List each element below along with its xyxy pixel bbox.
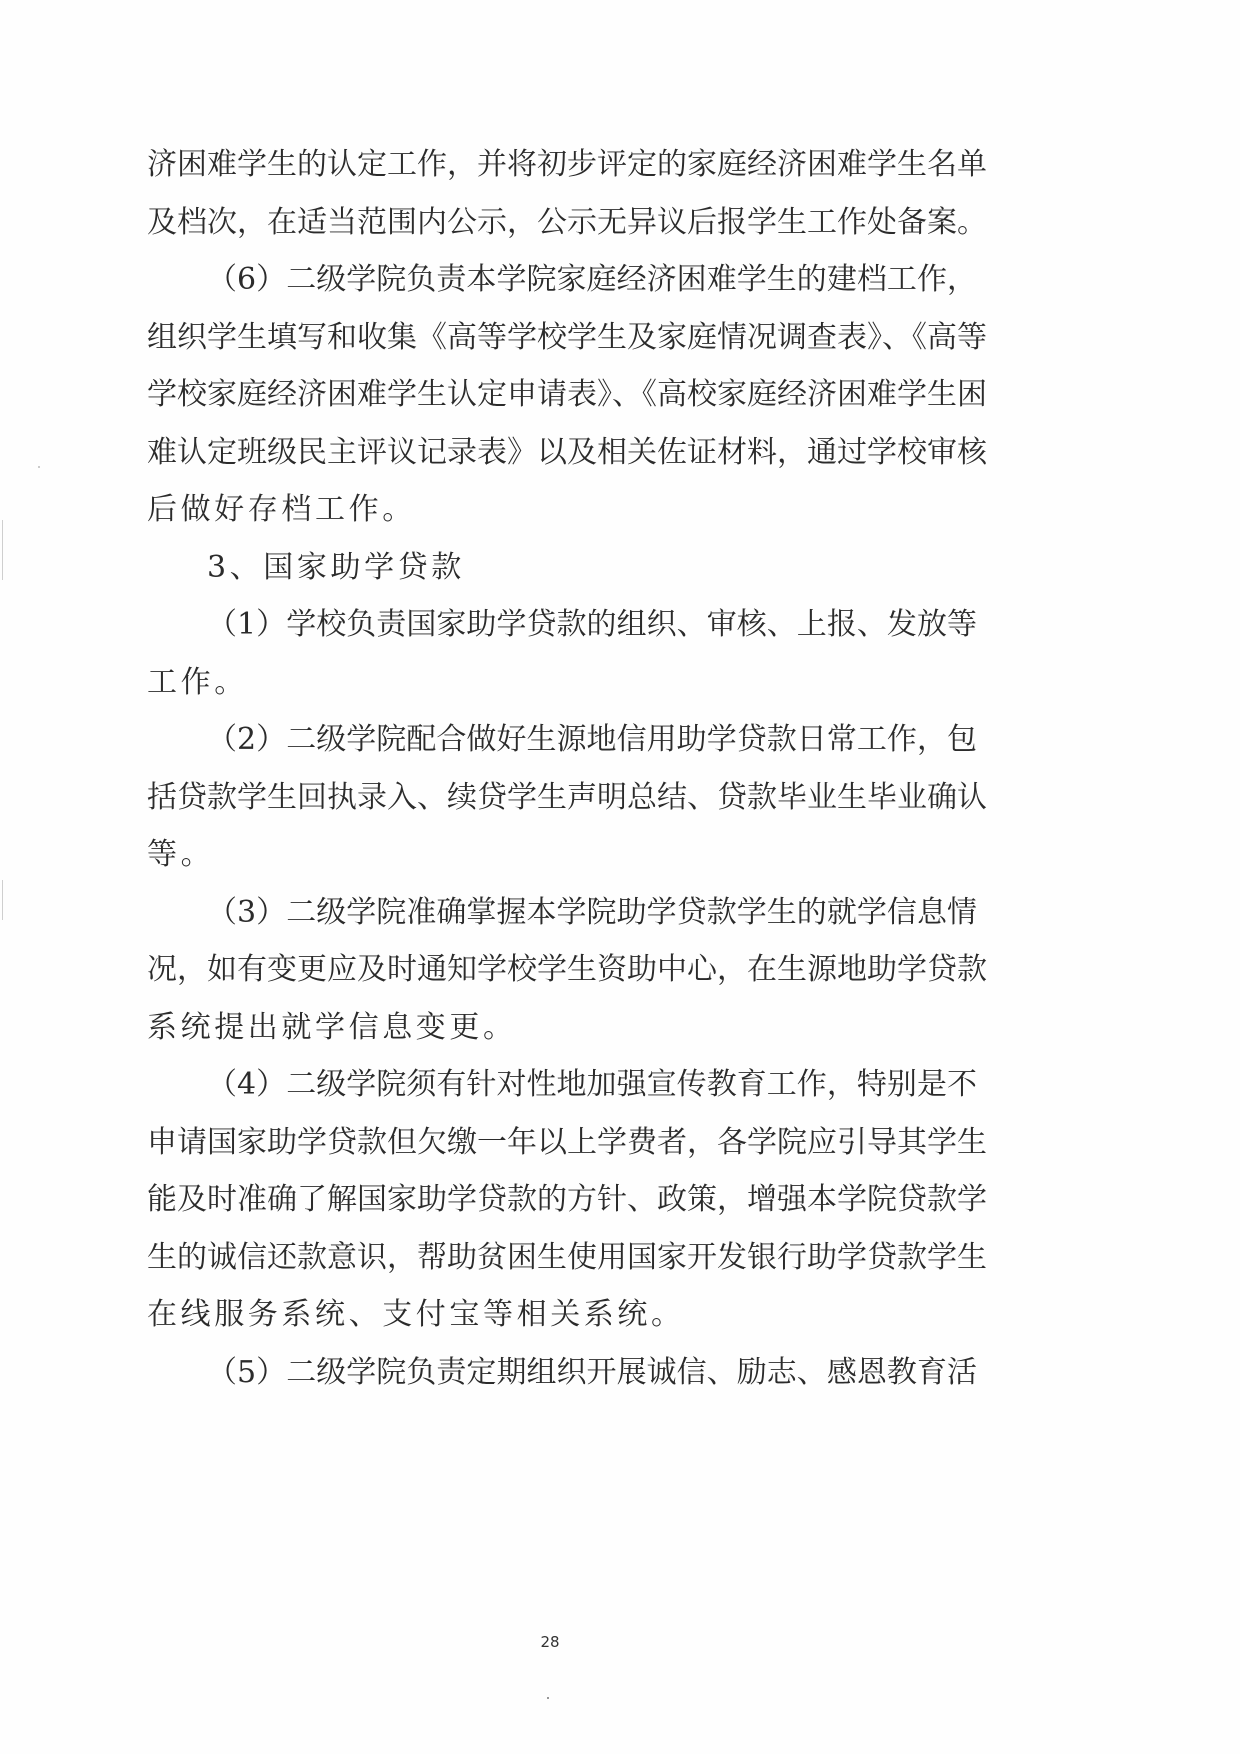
text-line: 后做好存档工作。 <box>147 492 416 527</box>
text-line: 及档次，在适当范围内公示，公示无异议后报学生工作处备案。 <box>147 204 987 240</box>
paragraph-1-start: （1）学校负责国家助学贷款的组织、审核、上报、发放等 <box>207 607 977 642</box>
scan-edge-mark <box>2 520 3 580</box>
text-line: 等。 <box>147 837 215 872</box>
text-line: 申请国家助学贷款但欠缴一年以上学费者，各学院应引导其学生 <box>147 1124 987 1160</box>
text-line: 能及时准确了解国家助学贷款的方针、政策，增强本学院贷款学 <box>147 1182 987 1217</box>
paragraph-4-start: （4）二级学院须有针对性地加强宣传教育工作，特别是不 <box>207 1067 977 1102</box>
text-line: 括贷款学生回执录入、续贷学生声明总结、贷款毕业生毕业确认 <box>147 779 987 815</box>
paragraph-2-start: （2）二级学院配合做好生源地信用助学贷款日常工作，包 <box>207 722 977 757</box>
paragraph-3-start: （3）二级学院准确掌握本学院助学贷款学生的就学信息情 <box>207 894 977 930</box>
text-line: 在线服务系统、支付宝等相关系统。 <box>147 1297 685 1332</box>
scan-speck <box>547 1697 549 1699</box>
page-number: 28 <box>540 1633 560 1651</box>
text-line: 济困难学生的认定工作，并将初步评定的家庭经济困难学生名单 <box>147 147 987 182</box>
scan-speck <box>38 466 40 468</box>
text-line: 学校家庭经济困难学生认定申请表》、《高校家庭经济困难学生困 <box>147 377 987 412</box>
scan-edge-mark <box>2 880 3 920</box>
section-heading-student-loans: 3、国家助学贷款 <box>207 549 465 585</box>
text-line: 难认定班级民主评议记录表》以及相关佐证材料，通过学校审核 <box>147 434 987 470</box>
text-line: 况，如有变更应及时通知学校学生资助中心，在生源地助学贷款 <box>147 952 987 987</box>
text-line: 系统提出就学信息变更。 <box>147 1009 517 1045</box>
body-text <box>147 136 987 1401</box>
paragraph-5-start: （5）二级学院负责定期组织开展诚信、励志、感恩教育活 <box>207 1354 977 1390</box>
text-line: 组织学生填写和收集《高等学校学生及家庭情况调查表》、《高等 <box>147 319 987 355</box>
text-line: 生的诚信还款意识，帮助贫困生使用国家开发银行助学贷款学生 <box>147 1239 987 1275</box>
text-line: 工作。 <box>147 664 248 700</box>
paragraph-6-start: （6）二级学院负责本学院家庭经济困难学生的建档工作， <box>207 262 977 297</box>
